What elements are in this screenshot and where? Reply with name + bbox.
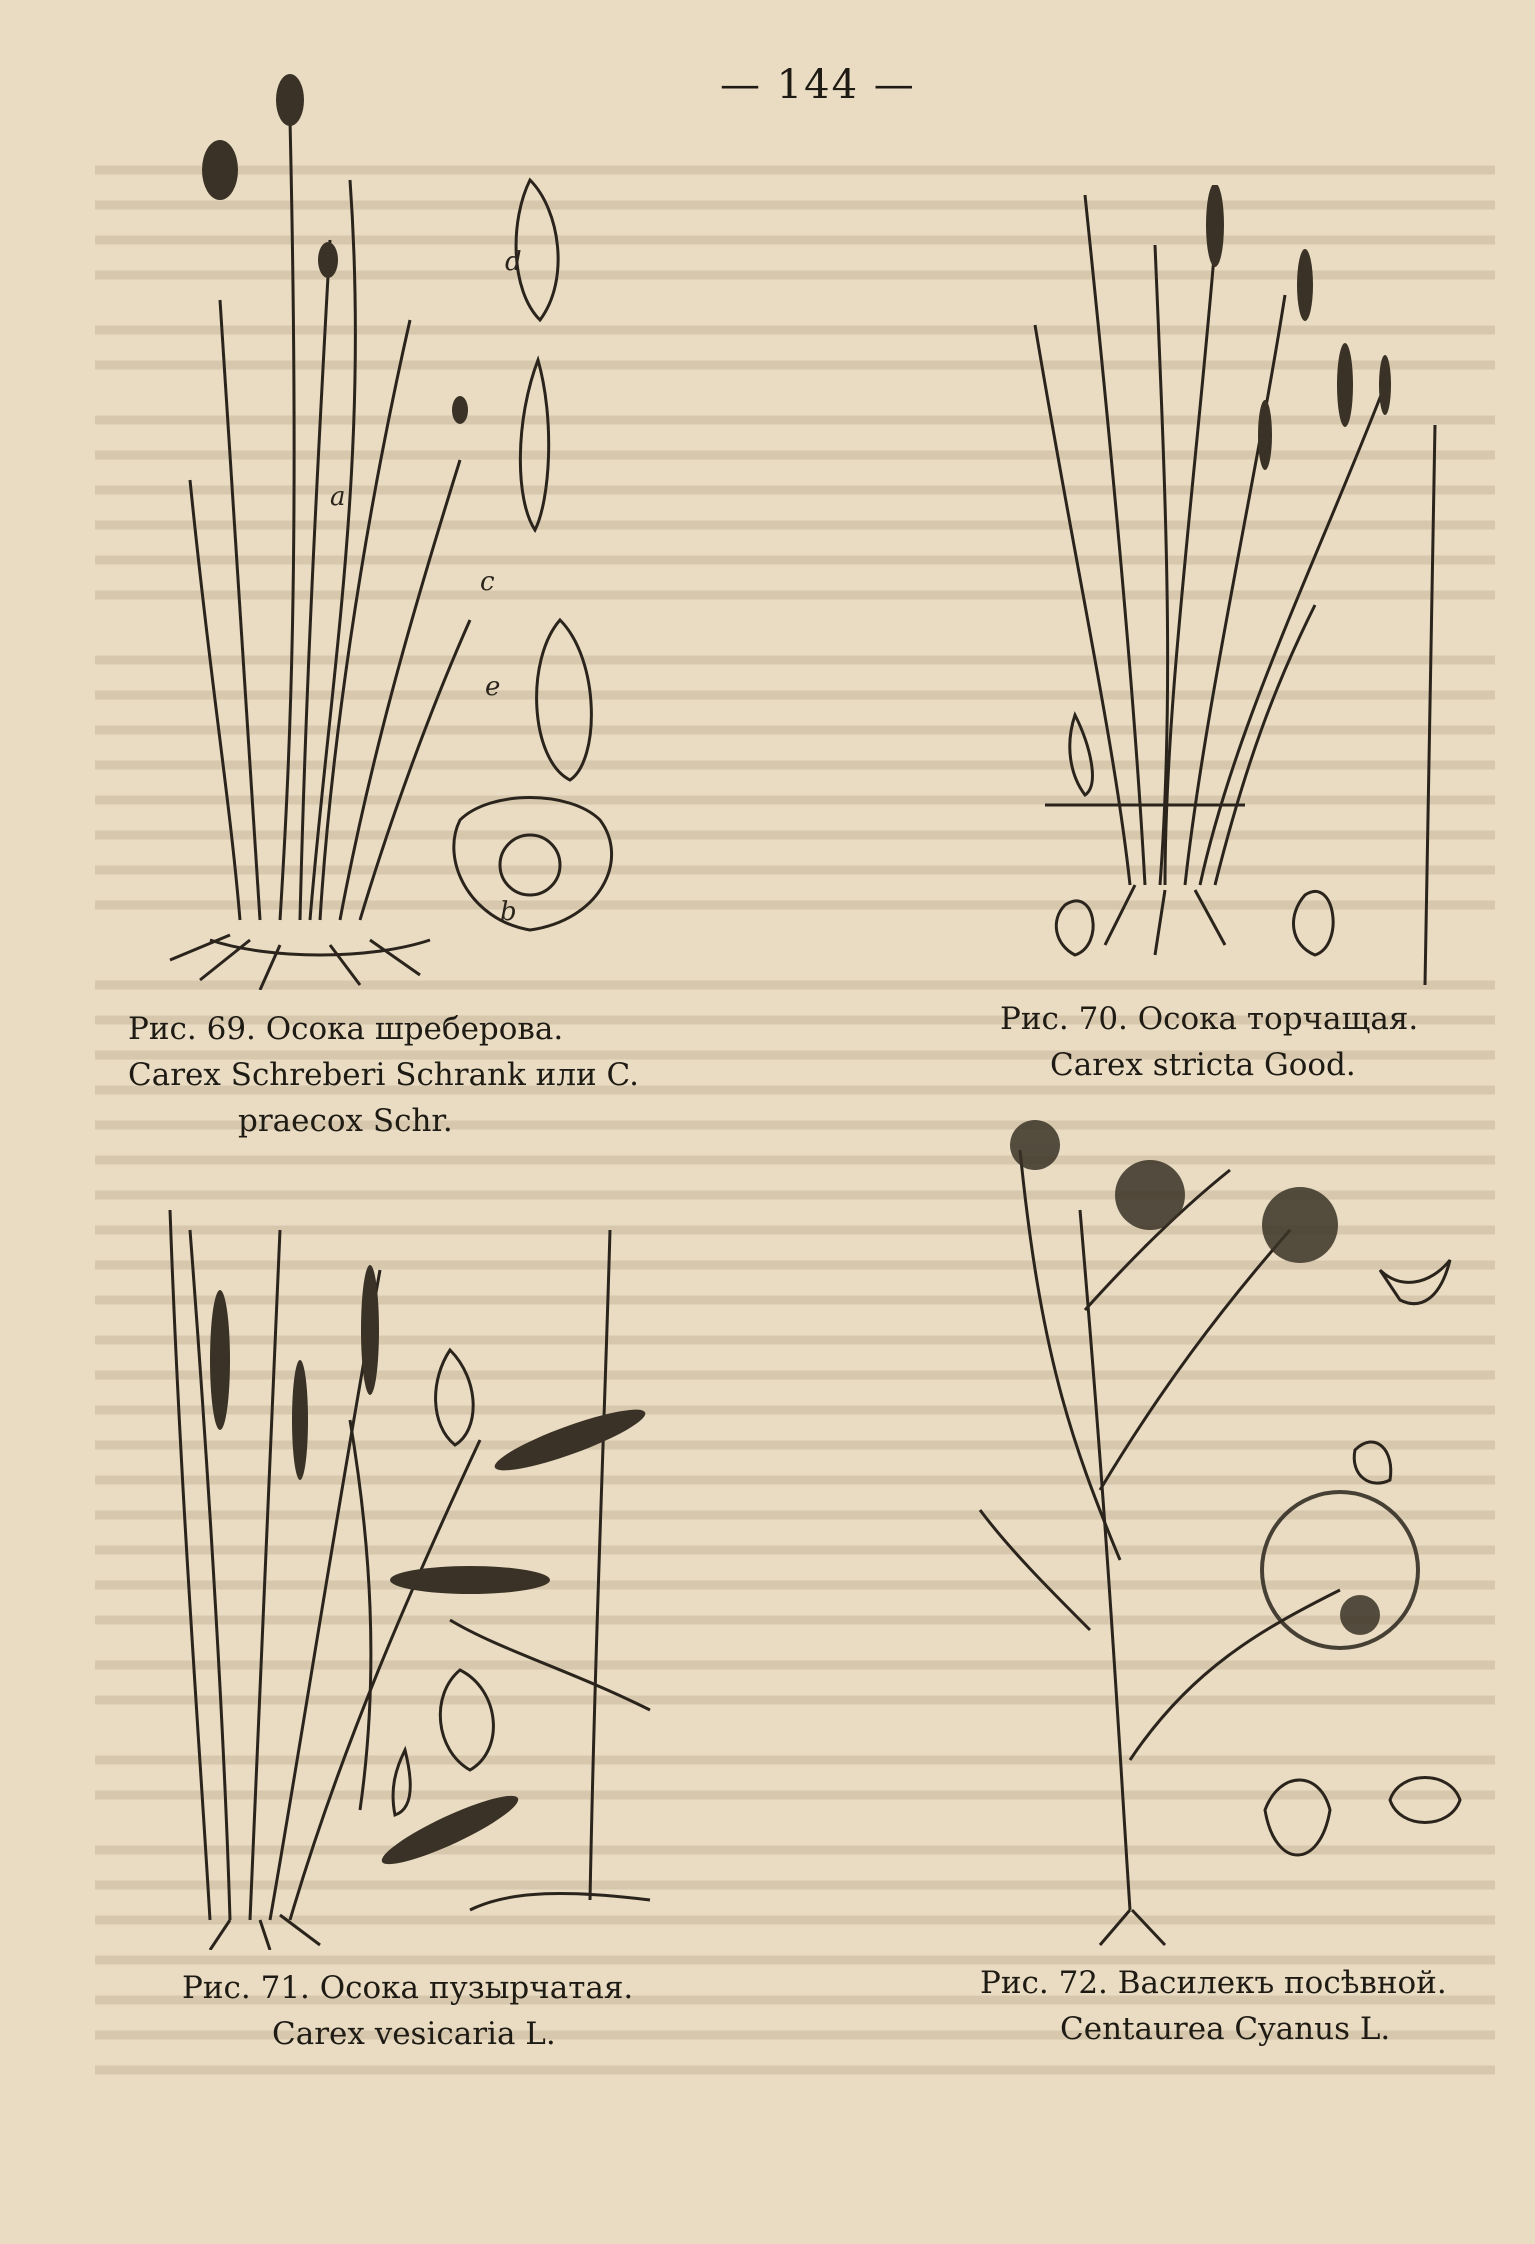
fig69-label-b: b xyxy=(500,897,517,927)
fig69-label-c: c xyxy=(480,567,495,597)
centaurea-cyanus-illustration xyxy=(960,1110,1510,1950)
figure-70-latin-name: Carex stricta Good. xyxy=(1050,1047,1356,1083)
figure-70-caption xyxy=(1000,996,1470,1088)
carex-schreberi-illustration xyxy=(130,60,690,990)
figure-72-latin-name: Centaurea Cyanus L. xyxy=(1060,2011,1391,2047)
figure-69-latin-synonym: praecox Schr. xyxy=(238,1103,453,1139)
figure-69-title: Рис. 69. Осока шреберова. xyxy=(128,1011,564,1047)
fig69-label-d: d xyxy=(505,247,522,277)
fig69-label-a: a xyxy=(330,482,346,512)
figure-71-latin-name: Carex vesicaria L. xyxy=(272,2016,556,2052)
figure-70-title: Рис. 70. Осока торчащая. xyxy=(1000,1001,1419,1037)
carex-vesicaria-illustration xyxy=(150,1190,730,1950)
figure-72-title: Рис. 72. Василекъ посѣвной. xyxy=(980,1965,1447,2001)
figure-69-caption xyxy=(128,1006,708,1144)
figure-71-title: Рис. 71. Осока пузырчатая. xyxy=(182,1970,634,2006)
fig69-label-e: e xyxy=(485,672,501,702)
page-number: — 144 — xyxy=(720,62,916,108)
figure-72-caption xyxy=(980,1960,1500,2052)
figure-69-latin-name: Carex Schreberi Schrank или C. xyxy=(128,1057,640,1093)
carex-stricta-illustration xyxy=(1015,185,1445,985)
figure-71-caption xyxy=(182,1965,742,2057)
